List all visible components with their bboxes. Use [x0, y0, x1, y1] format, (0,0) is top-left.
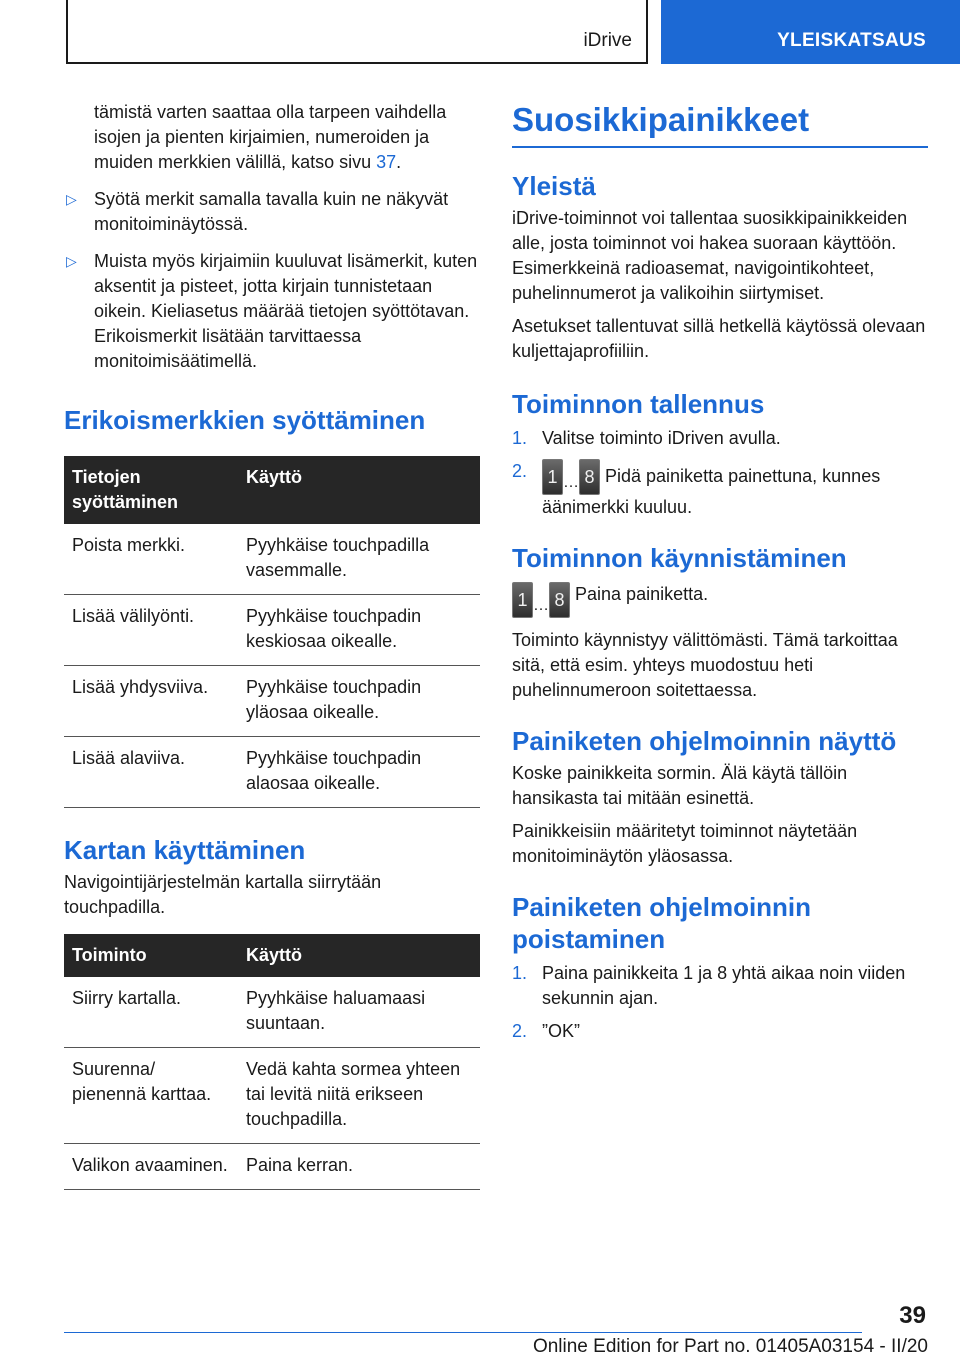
- start-press-text: Paina painiketta.: [575, 584, 709, 604]
- table-cell: Lisää yhdysviiva.: [64, 666, 238, 737]
- favorite-key-8-icon: 8: [579, 459, 600, 495]
- table-cell: Pyyhkäise touchpadin yläosaa oikealle.: [238, 666, 480, 737]
- display-paragraph: Koske painikkeita sormin. Älä käytä tällöin hansikasta tai mitään esinettä.: [512, 763, 848, 808]
- favorite-key-8-icon: 8: [549, 582, 570, 618]
- save-step: [512, 426, 928, 451]
- header-chapter-label: YLEISKATSAUS: [777, 30, 926, 51]
- table-header: Käyttö: [238, 456, 480, 524]
- table-cell: Paina kerran.: [238, 1144, 480, 1190]
- remove-step: [512, 1019, 928, 1044]
- table-row: [64, 977, 480, 1048]
- general-heading: Yleistä: [512, 171, 596, 201]
- start-press-row: [512, 582, 928, 618]
- favorite-key-1-icon: 1: [542, 459, 563, 495]
- save-step: [512, 459, 928, 520]
- header-section-label: iDrive: [583, 30, 632, 51]
- step-text: Paina painikkeita 1 ja 8 yhtä aikaa noin viiden sekunnin ajan.: [542, 963, 906, 1008]
- table-cell: Suurenna/ pienennä karttaa.: [64, 1048, 238, 1144]
- general-paragraph: iDrive-toiminnot voi tallentaa suosikkipainikkeiden alle, josta toiminnot voi hakea suoraan käyttöön. Esimerkkeinä radioasemat, navigointikohteet, puhelinnumerot ja valikoihin siirtymiset.: [512, 208, 908, 303]
- table-cell: Pyyhkäise haluamaasi suuntaan.: [238, 977, 480, 1048]
- page-number: 39: [899, 1302, 926, 1329]
- footer-divider: [64, 1332, 862, 1333]
- table-header-row: [64, 934, 480, 977]
- table-cell: Poista merkki.: [64, 524, 238, 595]
- table-cell: Pyyhkäise touchpadin keskiosaa oikealle.: [238, 595, 480, 666]
- table-row: [64, 737, 480, 808]
- table-cell: Lisää välilyönti.: [64, 595, 238, 666]
- step-text: Pidä painiketta painettuna, kunnes äänimerkki kuuluu.: [542, 465, 881, 517]
- page-title: Suosikkipainikkeet: [512, 100, 928, 148]
- table-header: Tietojen syöttäminen: [64, 456, 238, 524]
- continued-text: tämistä varten saattaa olla tarpeen vaihdella isojen ja pienten kirjaimien, numeroiden ja muiden merkkien välillä, katso sivu: [94, 102, 447, 172]
- remove-step: [512, 961, 928, 1011]
- table-header: Käyttö: [238, 934, 480, 977]
- bullet-text: Syötä merkit samalla tavalla kuin ne näkyvät monitoiminäytössä.: [94, 189, 449, 234]
- start-heading: Toiminnon käynnistäminen: [512, 543, 847, 573]
- header-section-box: [66, 0, 648, 64]
- step-text: ”OK”: [542, 1021, 580, 1041]
- table-cell: Siirry kartalla.: [64, 977, 238, 1048]
- right-column: [512, 100, 928, 1044]
- step-number: 2.: [512, 1021, 528, 1041]
- step-number: 1.: [512, 428, 528, 448]
- bullet-text: Muista myös kirjaimiin kuuluvat lisämerkit, kuten aksentit ja pisteet, jotta kirjain tunnistetaan oikein. Kieliasetus määrää tietojen syöttötavan. Erikoismerkit lisätään tarvittaessa monitoimisäätimellä.: [94, 251, 478, 371]
- map-table: [64, 934, 480, 1190]
- table-cell: Valikon avaaminen.: [64, 1144, 238, 1190]
- display-heading: Painiketen ohjelmoinnin näyttö: [512, 726, 897, 756]
- display-paragraph: Painikkeisiin määritetyt toiminnot näytetään monitoiminäytön yläosassa.: [512, 821, 858, 866]
- table-row: [64, 1144, 480, 1190]
- table-cell: Pyyhkäise touchpadilla vasemmalle.: [238, 524, 480, 595]
- table-header: Toiminto: [64, 934, 238, 977]
- continued-end: .: [396, 152, 402, 172]
- triangle-bullet-icon: ▷: [66, 253, 77, 269]
- table-cell: Vedä kahta sormea yhteen tai levitä niitä erikseen touchpadilla.: [238, 1048, 480, 1144]
- table-row: [64, 595, 480, 666]
- special-chars-table: [64, 456, 480, 808]
- special-chars-heading: Erikoismerkkien syöttäminen: [64, 405, 426, 435]
- table-cell: Lisää alaviiva.: [64, 737, 238, 808]
- page-link[interactable]: 37: [376, 152, 397, 172]
- continued-paragraph: [64, 100, 480, 175]
- start-paragraph: Toiminto käynnistyy välittömästi. Tämä tarkoittaa sitä, että esim. yhteys muodostuu heti puhelinnumeroon soitettaessa.: [512, 630, 898, 700]
- favorite-key-1-icon: 1: [512, 582, 533, 618]
- table-row: [64, 666, 480, 737]
- remove-heading: Painiketen ohjelmoinnin poistaminen: [512, 892, 812, 954]
- general-paragraph: Asetukset tallentuvat sillä hetkellä käytössä olevaan kuljettajaprofiiliin.: [512, 316, 926, 361]
- map-text: Navigointijärjestelmän kartalla siirrytään touchpadilla.: [64, 872, 382, 917]
- step-number: 2.: [512, 461, 528, 481]
- triangle-bullet-icon: ▷: [66, 191, 77, 207]
- step-number: 1.: [512, 963, 528, 983]
- bullet-item: [64, 187, 480, 237]
- header-chapter-tab: [661, 0, 960, 64]
- map-heading: Kartan käyttäminen: [64, 835, 306, 865]
- save-heading: Toiminnon tallennus: [512, 389, 765, 419]
- ellipsis: …: [533, 597, 549, 614]
- left-column: [64, 100, 480, 1190]
- bullet-item: [64, 249, 480, 374]
- step-text: Valitse toiminto iDriven avulla.: [542, 428, 781, 448]
- table-row: [64, 524, 480, 595]
- table-header-row: [64, 456, 480, 524]
- table-row: [64, 1048, 480, 1144]
- footer-edition: Online Edition for Part no. 01405A03154 - II/20: [532, 1336, 928, 1357]
- ellipsis: …: [563, 474, 579, 491]
- table-cell: Pyyhkäise touchpadin alaosaa oikealle.: [238, 737, 480, 808]
